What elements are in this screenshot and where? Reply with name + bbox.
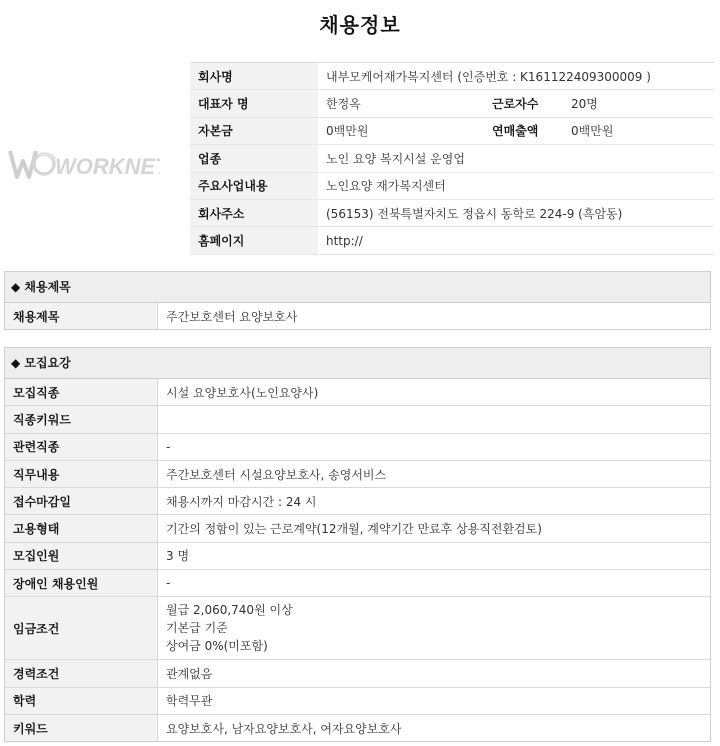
homepage-link[interactable]: http:// (318, 227, 714, 254)
table-row (5, 488, 710, 515)
experience-label: 경력조건 (5, 660, 158, 687)
table-row (5, 570, 710, 597)
requirements-table (5, 379, 710, 741)
recruit-title-section (4, 271, 711, 330)
recruit-title-row (5, 303, 710, 329)
homepage-label: 홈페이지 (190, 227, 318, 254)
company-industry-row (190, 145, 714, 172)
job-duty-label: 직무내용 (5, 460, 158, 487)
wage-row (5, 597, 710, 660)
recruit-title-value: 주간보호센터 요양보호사 (166, 309, 298, 324)
business-value: 노인요양 재가복지센터 (318, 172, 714, 199)
industry-label: 업종 (190, 145, 318, 172)
company-homepage-row (190, 227, 714, 254)
capital-value: 0백만원 (318, 117, 488, 144)
industry-value: 노인 요양 복지시설 운영업 (318, 145, 714, 172)
wage-label: 임금조건 (5, 597, 158, 660)
experience-value: 관계없음 (158, 660, 711, 687)
job-keyword-label: 직종키워드 (5, 406, 158, 433)
wage-basis: 기본급 기준 (166, 621, 228, 636)
company-ceo-row (190, 90, 714, 117)
worknet-logo-mark (8, 147, 160, 181)
employment-type-label: 고용형태 (5, 515, 158, 542)
recruit-title-heading: ◆ 채용제목 (5, 272, 710, 303)
address-label: 회사주소 (190, 199, 318, 226)
employees-value: 20명 (563, 90, 714, 117)
sales-value: 0백만원 (563, 117, 714, 144)
table-row (5, 406, 710, 433)
table-row (5, 460, 710, 487)
address-value: (56153) 전북특별자치도 정읍시 동학로 224-9 (흑암동) (318, 199, 714, 226)
worknet-logo (8, 147, 160, 181)
page-title: 채용정보 (319, 13, 401, 37)
table-row (5, 515, 710, 542)
ceo-label: 대표자 명 (190, 90, 318, 117)
company-capital-row (190, 117, 714, 144)
deadline-label: 접수마감일 (5, 488, 158, 515)
deadline-value: 채용시까지 마감시간 : 24 시 (158, 488, 711, 515)
education-label: 학력 (5, 687, 158, 714)
disabled-headcount-value: - (158, 570, 711, 597)
company-name-value: 내부모케어재가복지센터 (인증번호 : K161122409300009 ) (318, 63, 714, 90)
table-row (5, 433, 710, 460)
table-row (5, 542, 710, 569)
logo-text: WORKNET (55, 154, 160, 179)
sales-label: 연매출액 (488, 117, 563, 144)
requirements-section (4, 347, 711, 742)
job-category-value: 시설 요양보호사(노인요양사) (158, 379, 711, 406)
job-keyword-value (158, 406, 711, 433)
keyword-label: 키워드 (5, 714, 158, 741)
wage-bonus: 상여금 0%(미포함) (166, 639, 268, 654)
headcount-value: 3 명 (158, 542, 711, 569)
company-name-label: 회사명 (190, 63, 318, 90)
related-job-label: 관련직종 (5, 433, 158, 460)
recruit-title-table (5, 303, 710, 329)
job-duty-value: 주간보호센터 시설요양보호사, 송영서비스 (158, 460, 711, 487)
table-row (5, 660, 710, 687)
keyword-value: 요양보호사, 남자요양보호사, 여자요양보호사 (166, 721, 402, 736)
company-name-row (190, 63, 714, 90)
company-business-row (190, 172, 714, 199)
company-info-table (190, 62, 714, 255)
ceo-value: 한정옥 (318, 90, 488, 117)
wage-monthly: 월급 2,060,740원 이상 (166, 603, 293, 618)
employees-label: 근로자수 (488, 90, 563, 117)
requirements-heading: ◆ 모집요강 (5, 348, 710, 379)
disabled-headcount-label: 장애인 채용인원 (5, 570, 158, 597)
table-row (5, 379, 710, 406)
employment-type-value: 기간의 정함이 있는 근로계약(12개월, 계약기간 만료후 상용직전환검토) (158, 515, 711, 542)
education-value: 학력무관 (158, 687, 711, 714)
table-row (5, 687, 710, 714)
headcount-label: 모집인원 (5, 542, 158, 569)
company-address-row (190, 199, 714, 226)
related-job-value: - (158, 433, 711, 460)
business-label: 주요사업내용 (190, 172, 318, 199)
recruit-title-label: 채용제목 (5, 303, 158, 329)
job-category-label: 모집직종 (5, 379, 158, 406)
table-row (5, 714, 710, 741)
wage-value (158, 597, 711, 660)
capital-label: 자본금 (190, 117, 318, 144)
